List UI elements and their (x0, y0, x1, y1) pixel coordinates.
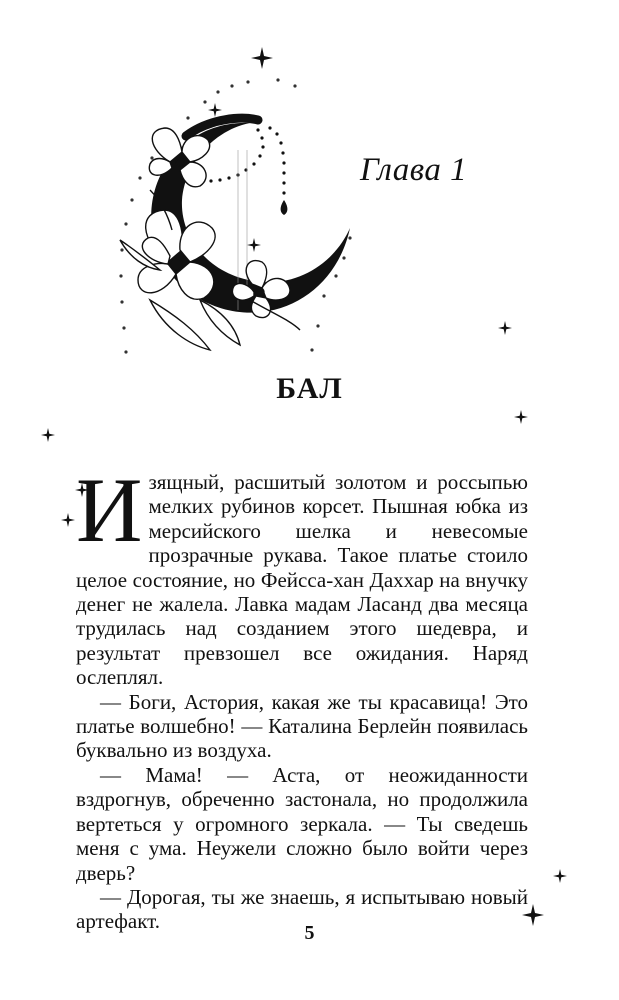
drop-cap: И (76, 459, 143, 561)
body-text (76, 459, 528, 934)
paragraph-text: зящный, расшитый золотом и россыпью мелких рубинов корсет. Пышная юбка из мерсийского шелка и невесомые прозрачные рукава. Такое платье стоило целое состояние, но Фейсса-хан Даххар на внучку денег не жалела. Лавка мадам Ласанд два месяца трудилась над созданием этого шедевра, и результат превзошел все ожидания. Наряд ослеплял. (76, 470, 528, 690)
hanging-chains-icon (209, 126, 287, 215)
paragraph: — Дорогая, ты же знаешь, я испытываю новый артефакт. (76, 884, 528, 934)
paragraph: — Мама! — Аста, от неожиданности вздрогнув, обреченно застонала, но продолжила вертеться у огромного зеркала. — Ты сведешь меня с ума. Неужели сложно было войти через дверь? (76, 762, 528, 885)
paragraph: — Боги, Астория, какая же ты красавица! Это платье волшебно! — Каталина Берлейн появилась буквально из воздуха. (76, 689, 528, 763)
page-number: 5 (304, 922, 315, 944)
chapter-number: Глава 1 (360, 152, 468, 188)
paragraph (76, 459, 528, 690)
chapter-title: БАЛ (276, 372, 343, 405)
flowers-icon (120, 128, 300, 350)
